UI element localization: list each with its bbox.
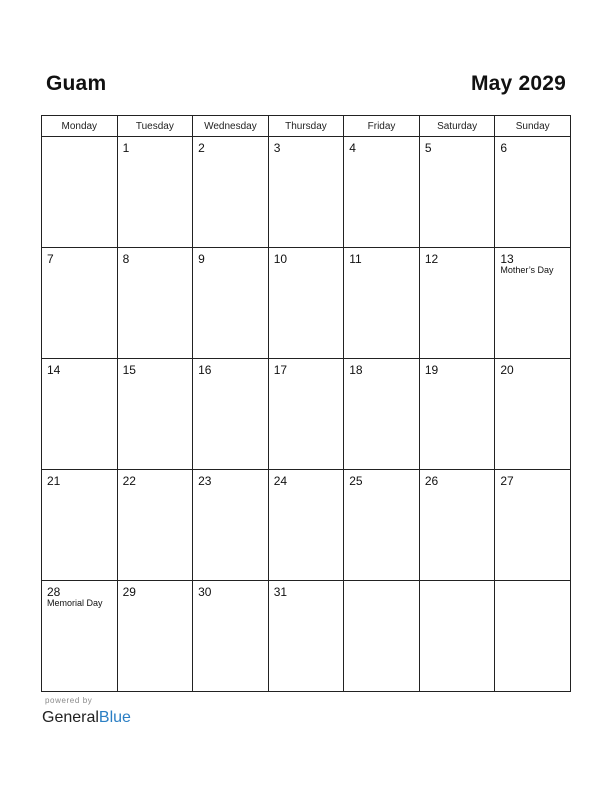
- day-cell: [193, 359, 269, 470]
- holiday-label: Mother’s Day: [500, 265, 554, 275]
- day-number: 23: [198, 474, 212, 488]
- day-cell: [193, 470, 269, 581]
- day-cell: [268, 470, 344, 581]
- brand-blue-text: Blue: [98, 709, 131, 726]
- day-cell: [117, 581, 193, 692]
- weekday-thursday: Thursday: [268, 116, 344, 137]
- weekday-header-row: [42, 116, 571, 137]
- day-number: 28: [47, 585, 61, 599]
- day-cell: [344, 581, 420, 692]
- day-cell: [42, 470, 118, 581]
- day-number: 5: [424, 141, 432, 155]
- day-number: 11: [349, 252, 362, 266]
- day-cell: [117, 248, 193, 359]
- day-number: 2: [198, 141, 205, 155]
- day-cell: [42, 137, 118, 248]
- day-number: 16: [198, 363, 212, 377]
- week-row-5: [42, 581, 571, 692]
- region-title: Guam: [46, 72, 107, 95]
- brand-general-text: General: [42, 709, 99, 726]
- day-cell: [268, 137, 344, 248]
- day-number: 22: [122, 474, 136, 488]
- day-number: 17: [273, 363, 288, 377]
- day-cell: [419, 359, 495, 470]
- day-number: 12: [424, 252, 439, 266]
- day-number: 26: [424, 474, 439, 488]
- powered-by-text: powered by: [45, 696, 93, 705]
- day-cell: [495, 248, 571, 359]
- day-cell: [344, 359, 420, 470]
- day-number: 15: [122, 363, 136, 377]
- day-cell: [42, 248, 118, 359]
- week-row-3: [42, 359, 571, 470]
- day-cell: [268, 581, 344, 692]
- weekday-wednesday: Wednesday: [193, 116, 269, 137]
- day-cell: [42, 359, 118, 470]
- day-number: 31: [273, 585, 288, 599]
- week-row-4: [42, 470, 571, 581]
- day-number: 1: [122, 141, 130, 155]
- day-cell: [193, 137, 269, 248]
- day-number: 24: [273, 474, 288, 488]
- day-cell: [419, 470, 495, 581]
- month-calendar-grid: [41, 115, 571, 692]
- weekday-tuesday: Tuesday: [117, 116, 193, 137]
- day-cell: [495, 359, 571, 470]
- weekday-sunday: Sunday: [495, 116, 571, 137]
- day-number: 13: [500, 252, 514, 266]
- day-number: 6: [500, 141, 508, 155]
- day-number: 18: [349, 363, 363, 377]
- week-row-2: [42, 248, 571, 359]
- holiday-label: Memorial Day: [47, 598, 103, 608]
- day-cell: [495, 581, 571, 692]
- day-number: 20: [500, 363, 514, 377]
- day-cell: [344, 137, 420, 248]
- brand-wordmark: [42, 708, 131, 728]
- day-cell: [268, 359, 344, 470]
- day-number: 8: [122, 252, 130, 266]
- day-cell: [419, 137, 495, 248]
- day-cell: [344, 470, 420, 581]
- month-year-title: May 2029: [470, 72, 566, 95]
- day-cell: [419, 581, 495, 692]
- day-number: 4: [349, 141, 356, 155]
- day-cell: [117, 137, 193, 248]
- day-number: 29: [122, 585, 136, 599]
- day-cell: [42, 581, 118, 692]
- day-cell: [344, 248, 420, 359]
- day-number: 25: [349, 474, 363, 488]
- weekday-saturday: Saturday: [419, 116, 495, 137]
- day-cell: [495, 137, 571, 248]
- day-cell: [117, 470, 193, 581]
- day-number: 14: [47, 363, 61, 377]
- generalblue-logo: [42, 696, 182, 730]
- day-number: 7: [47, 252, 54, 266]
- day-cell: [193, 248, 269, 359]
- weekday-friday: Friday: [344, 116, 420, 137]
- week-row-1: [42, 137, 571, 248]
- day-number: 9: [198, 252, 205, 266]
- day-number: 3: [273, 141, 281, 155]
- day-cell: [117, 359, 193, 470]
- day-number: 21: [47, 474, 61, 488]
- day-cell: [495, 470, 571, 581]
- day-number: 27: [500, 474, 514, 488]
- day-number: 10: [273, 252, 288, 266]
- day-number: 19: [424, 363, 439, 377]
- weekday-monday: Monday: [42, 116, 118, 137]
- day-cell: [193, 581, 269, 692]
- calendar-header: [0, 0, 612, 110]
- day-cell: [419, 248, 495, 359]
- day-number: 30: [198, 585, 212, 599]
- day-cell: [268, 248, 344, 359]
